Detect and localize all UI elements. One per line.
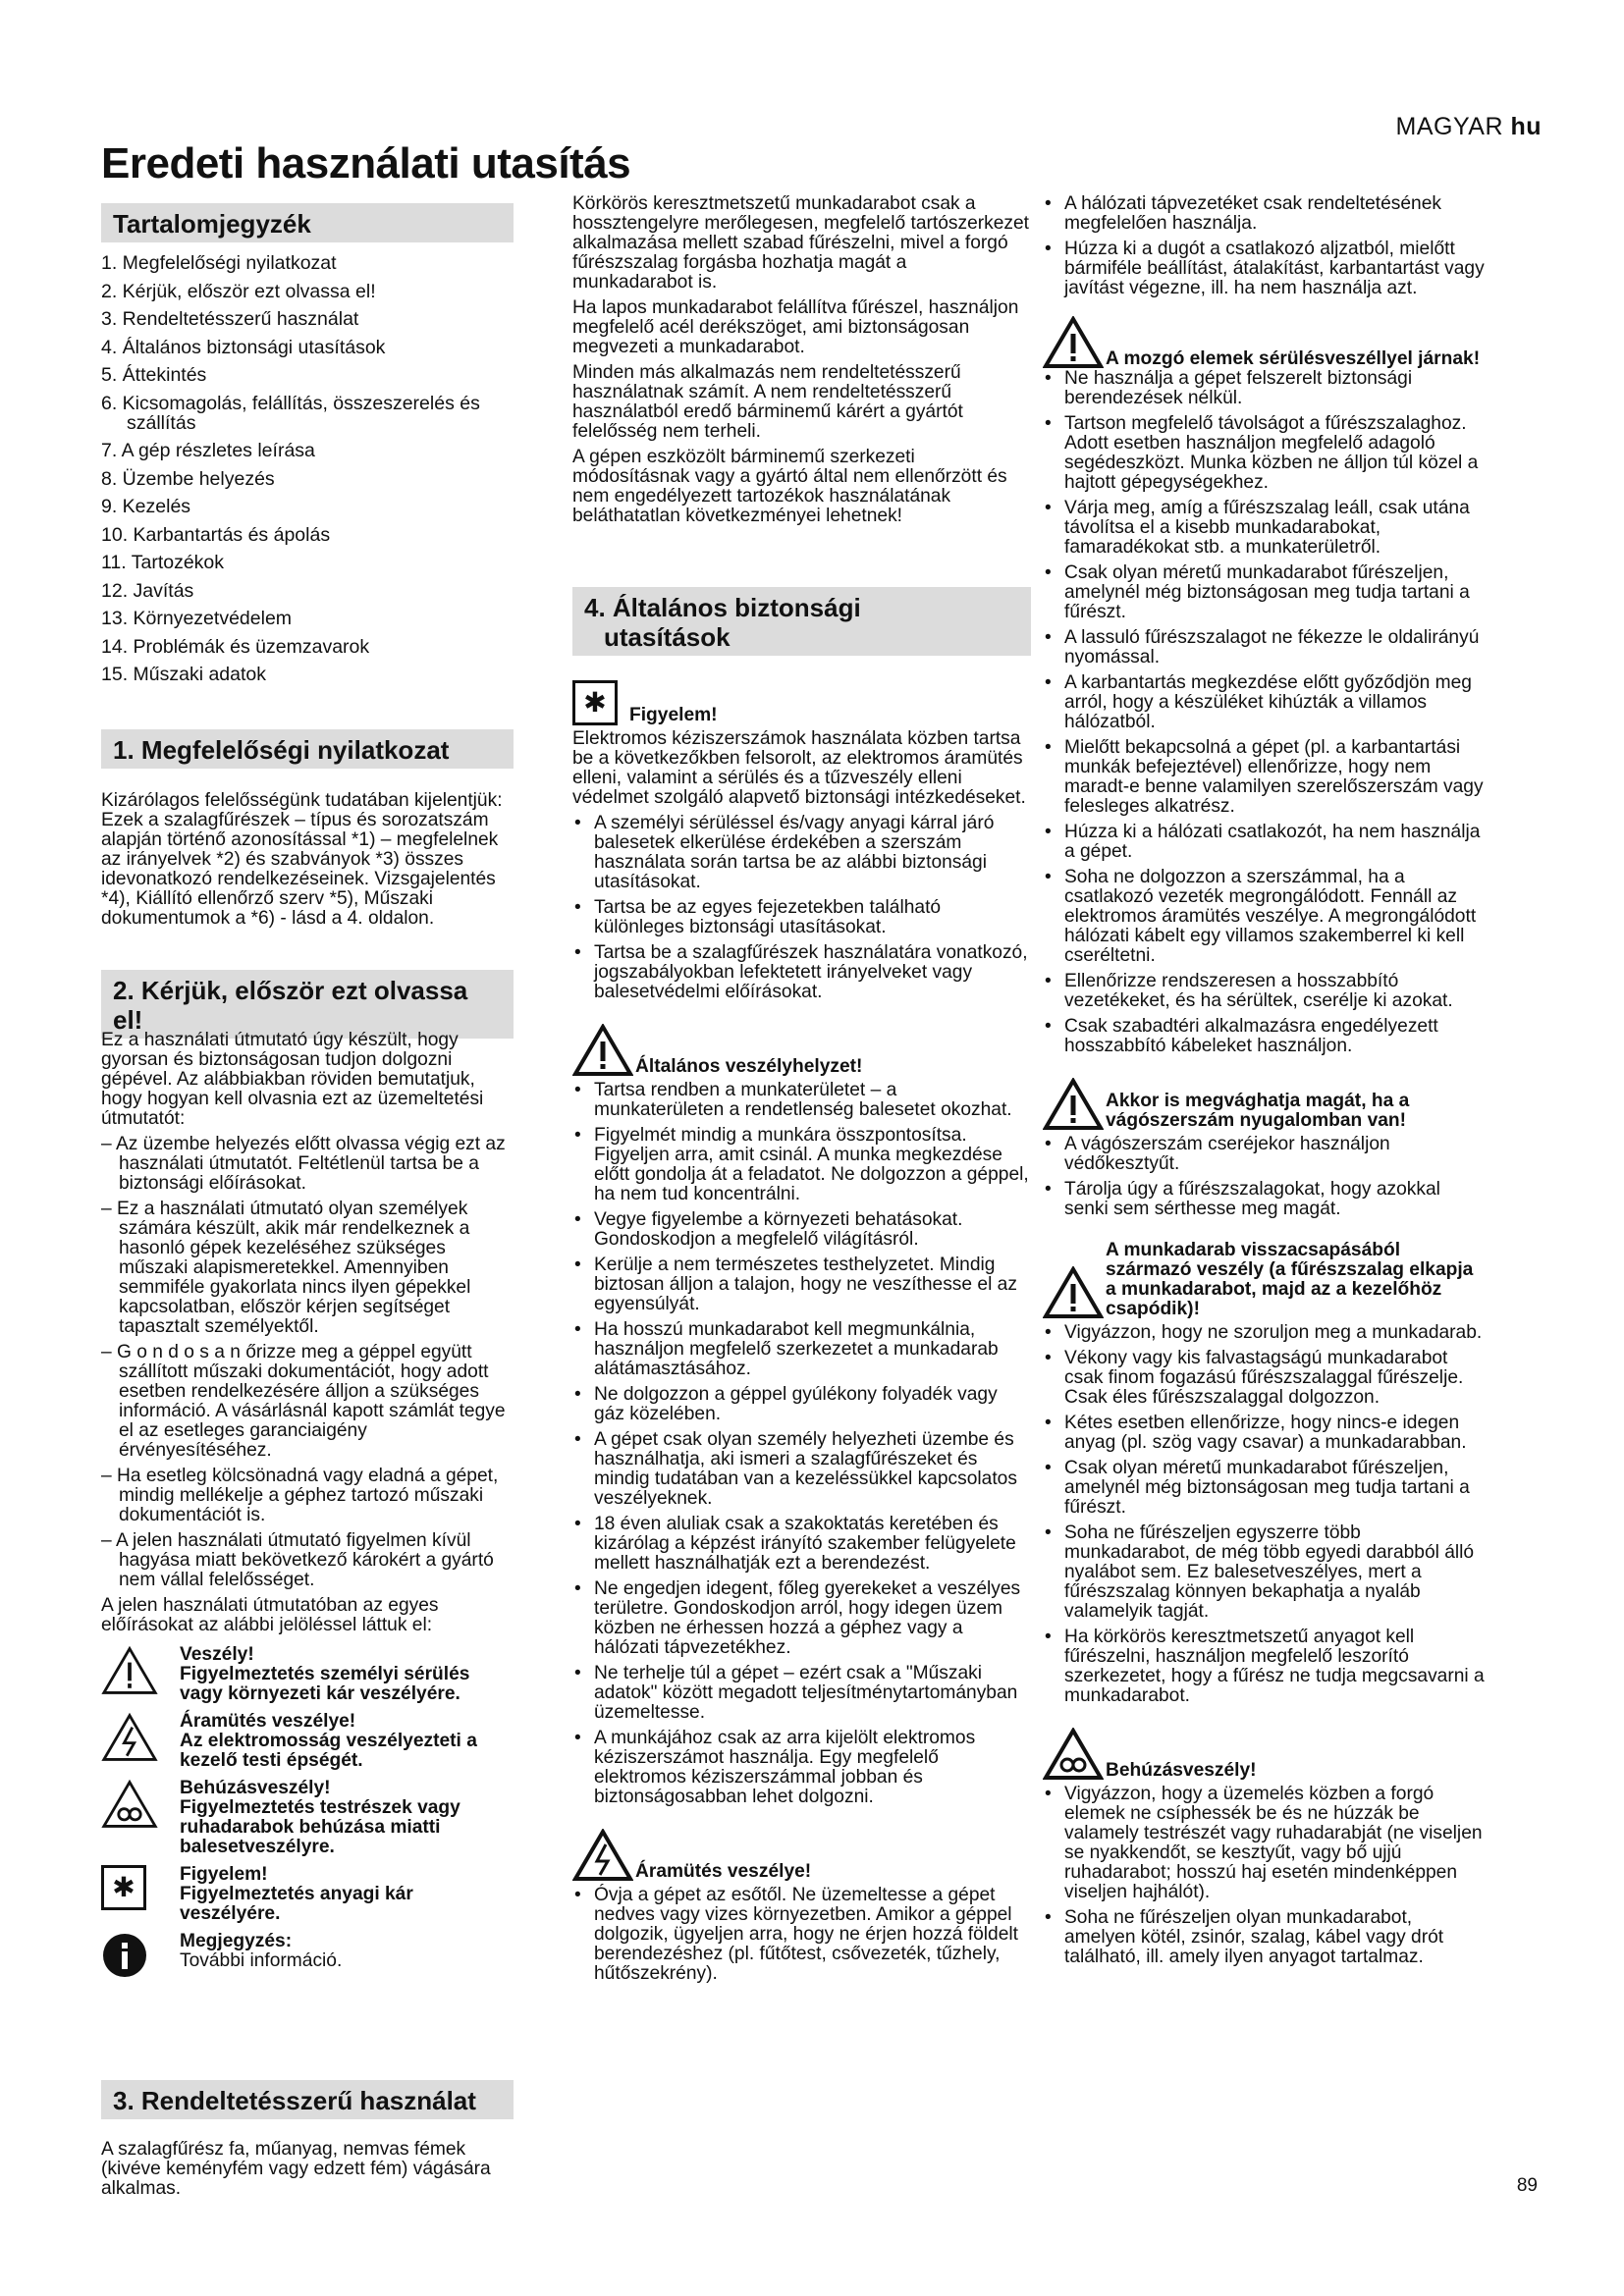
list-item: 4. Általános biztonsági utasítások [101,336,386,358]
figyelem-heading [572,680,1031,725]
list-item: • Kerülje a nem természetes testhelyzetet. Mindig biztosan álljon a talajon, hogy ne veszíthesse el az egyensúlyát. [572,1255,1031,1314]
attention-icon: ✱ [101,1865,162,1924]
legend-item [101,1932,514,1984]
list-item: • 18 éven aluliak csak a szakoktatás keretében és kizárólag a képzést irányító szakember felügyelete mellett használhatják ezt a berendezést. [572,1515,1031,1574]
list-item: 8. Üzembe helyezés [101,467,275,490]
legend-item [101,1779,514,1857]
list-item: • Ne terhelje túl a gépet – ezért csak a "Műszaki adatok" között megadott teljesítménytartományban üzemeltesse. [572,1664,1031,1723]
toc-heading: Tartalomjegyzék [101,203,514,242]
moving-parts-list [1043,369,1485,1056]
list-item: • Ha hosszú munkadarabot kell megmunkálnia, használjon megfelelő szerkezetet a munkadarab alátámasztásához. [572,1320,1031,1379]
list-item: • Soha ne fűrészeljen olyan munkadarabot, amelyen kötél, zsinór, szalag, kábel vagy drót található, ill. amely ilyen anyagot tartalmaz. [1043,1908,1485,1967]
section3-p4: Minden más alkalmazás nem rendeltetésszerű használatnak számít. A nem rendeltetésszerű használatból eredő bárminemű kárért a gyártót felelősség nem terheli. [572,362,963,442]
legend-intro: A jelen használati útmutatóban az egyes előírásokat az alábbi jelöléssel láttuk el: [101,1595,439,1635]
list-item: • A karbantartás megkezdése előtt győződjön meg arról, hogy a készüléket kihúzták a villamos hálózatból. [1043,673,1485,732]
list-item: • Ne dolgozzon a géppel gyúlékony folyadék vagy gáz közelében. [572,1385,1031,1424]
list-item: • Tárolja úgy a fűrészszalagokat, hogy azokkal senki sem sérthesse meg magát. [1043,1180,1485,1219]
shock-list [572,1886,1031,1984]
list-item: • Figyelmét mindig a munkára összpontosítsa. Figyeljen arra, amit csinál. A munka megkezdése előtt gondolja át a feladatot. Ne dolgozzon a géppel, ha nem tud koncentrálni. [572,1126,1031,1204]
dash-item: – Az üzembe helyezés előtt olvassa végig ezt az használati útmutatót. Feltétlenül tartsa be a biztonsági előírásokat. [101,1134,506,1194]
dash-item: – Ha esetleg kölcsönadná vagy eladná a gépet, mindig mellékelje a géphez tartozó műszaki dokumentációt is. [101,1466,499,1525]
legend-text: Figyelmeztetés testrészek vagy ruhadarabok behúzása miatti balesetveszélyre. [180,1797,460,1857]
section4-heading-line2: utasítások [604,622,731,652]
legend-title: Behúzásveszély! [180,1778,331,1798]
list-item: 2. Kérjük, először ezt olvassa el! [101,280,376,302]
legend-text: Figyelmeztetés személyi sérülés vagy környezeti kár veszélyére. [180,1664,470,1704]
legend-title: Figyelem! [180,1864,268,1885]
legend-title: Megjegyzés: [180,1931,293,1951]
section3-heading: 3. Rendeltetésszerű használat [101,2080,514,2119]
section4-heading-line1: 4. Általános biztonsági [584,593,861,622]
list-item: • Csak olyan méretű munkadarabot fűrészeljen, amelynél még biztonságosan meg tudja tartani a fűrészt. [1043,1459,1485,1518]
kickback-title: A munkadarab visszacsapásából származó veszély (a fűrészszalag elkapja a munkadarabot, majd az a kezelőhöz csapódik)! [1106,1240,1474,1319]
moving-parts-heading [1043,316,1485,369]
list-item: • Ne használja a gépet felszerelt biztonsági berendezések nélkül. [1043,369,1485,408]
top-list [1043,194,1485,298]
general-hazard-heading [572,1024,1031,1077]
section1-heading: 1. Megfelelőségi nyilatkozat [101,729,514,769]
list-item: • A munkájához csak az arra kijelölt elektromos kéziszerszámot használja. Egy megfelelő elektromos kéziszerszámmal jobban és biztonságosabban lehet dolgozni. [572,1729,1031,1807]
list-item: • Vigyázzon, hogy ne szoruljon meg a munkadarab. [1043,1323,1485,1343]
list-item: • Tartson megfelelő távolságot a fűrészszalaghoz. Adott esetben használjon megfelelő adagoló segédeszközt. Munka közben ne álljon túl közel a hajtott gépegységekhez. [1043,414,1485,493]
list-item: 5. Áttekintés [101,364,207,386]
attention-icon: ✱ [572,680,618,725]
page-number: 89 [1516,2175,1538,2196]
list-item: • Csak szabadtéri alkalmazásra engedélyezett hosszabbító kábeleket használjon. [1043,1017,1485,1056]
list-item: • Húzza ki a dugót a csatlakozó aljzatból, mielőtt bármiféle beállítást, átalakítást, karbantartást vagy javítást végezne, ill. ha nem használja azt. [1043,240,1485,298]
list-item: • Várja meg, amíg a fűrészszalag leáll, csak utána távolítsa el a kisebb munkadarabokat, famaradékokat stb. a munkaterületről. [1043,499,1485,558]
general-hazard-list [572,1081,1031,1807]
list-item: • Tartsa be a szalagfűrészek használatára vonatkozó, jogszabályokban lefektetett irányelveket vagy balesetvédelmi előírásokat. [572,943,1031,1002]
list-item: 7. A gép részletes leírása [101,440,315,461]
section4-heading [572,587,1031,656]
list-item: 12. Javítás [101,579,194,602]
figyelem-list [572,814,1031,1002]
section3-p2: Körkörös keresztmetszetű munkadarabot csak a hossztengelyre merőlegesen, megfelelő tartószerkezet alkalmazása mellett szabad fűrészelni, mivel a forgó fűrészszalag forgásba hozhatja magát a munkadarabot is. [572,193,1030,293]
list-item: • Ne engedjen idegent, főleg gyerekeket a veszélyes területre. Gondoskodjon arról, hogy idegen üzem közben ne érhessen hozzá a géphez vagy a hálózati tápvezetékhez. [572,1579,1031,1658]
list-item: 1. Megfelelőségi nyilatkozat [101,252,337,274]
list-item: • Csak olyan méretű munkadarabot fűrészeljen, amelynél még biztonságosan meg tudja tartani a fűrészt. [1043,563,1485,622]
legend-text: Az elektromosság veszélyezteti a kezelő testi épségét. [180,1731,477,1771]
list-item: • Tartsa be az egyes fejezetekben található különleges biztonsági utasításokat. [572,898,1031,937]
kickback-heading [1043,1241,1485,1319]
cut-title: Akkor is megvághatja magát, ha a vágószerszám nyugalomban van! [1106,1091,1410,1131]
warning-triangle-icon [1043,1266,1104,1319]
list-item: • Soha ne dolgozzon a szerszámmal, ha a csatlakozó vezeték megrongálódott. Fennáll az elektromos áramütés veszélye. A megrongálódott hálózati kábelt egy villamos szakemberrel ki kell cseréltetni. [1043,868,1485,966]
general-hazard-title: Általános veszélyhelyzet! [635,1056,863,1077]
list-item: • Vegye figyelembe a környezeti behatásokat. Gondoskodjon a megfelelő világításról. [572,1210,1031,1250]
shock-title: Áramütés veszélye! [635,1861,812,1882]
entanglement-list [1043,1785,1485,1967]
legend-item [101,1645,514,1704]
list-item: • Vékony vagy kis falvastagságú munkadarabot csak finom fogazású fűrészszalaggal fűrészelje. Csak éles fűrészszalaggal dolgozzon. [1043,1349,1485,1408]
list-item: 15. Műszaki adatok [101,664,267,685]
toc-list [101,253,514,693]
info-icon [101,1932,162,1984]
list-item: • Ellenőrizze rendszeresen a hosszabbító vezetékeket, és ha sérültek, cserélje ki azokat. [1043,972,1485,1011]
page-title: Eredeti használati utasítás [101,139,631,187]
dash-item: – Ez a használati útmutató olyan személyek számára készült, akik már rendelkeznek a hasonló gépek kezeléséhez szükséges műszaki alapismeretekkel. Amennyiben semmiféle gyakorlata nincs ilyen gépekkel kapcsolatban, először kérjen segítséget tapasztalt személyektől. [101,1199,471,1337]
list-item: • A hálózati tápvezetéket csak rendeltetésének megfelelően használja. [1043,194,1485,234]
list-item: 14. Problémák és üzemzavarok [101,635,370,658]
list-item: • Soha ne fűrészeljen egyszerre több munkadarabot, de még több egyedi darabból álló nyalábot sem. Ez balesetveszélyes, mert a fűrészszalag könnyen bekaphatja a nyaláb valamelyik tagját. [1043,1523,1485,1622]
list-item: 11. Tartozékok [101,552,225,573]
legend-text: További információ. [180,1950,343,1971]
list-item: • A személyi sérüléssel és/vagy anyagi kárral járó balesetek elkerülése érdekében a szerszám használata során tartsa be az alábbi biztonsági utasításokat. [572,814,1031,892]
list-item: • Kétes esetben ellenőrizze, hogy nincs-e idegen anyag (pl. szög vagy csavar) a munkadarabban. [1043,1414,1485,1453]
list-item: 10. Karbantartás és ápolás [101,523,331,546]
warning-triangle-icon [101,1645,162,1704]
list-item: 3. Rendeltetésszerű használat [101,308,359,330]
list-item: • Húzza ki a hálózati csatlakozót, ha nem használja a gépet. [1043,823,1485,862]
section1-text: Kizárólagos felelősségünk tudatában kijelentjük: Ezek a szalagfűrészek – típus és sorozatszám alapján történő azonosítással *1) – megfelelnek az irányelvek *2) és szabványok *3) összes idevonatkozó rendelkezéseinek. Vizsgajelentés *4), Kiállító ellenőrző szerv *5), Műszaki dokumentumok a *6) - lásd a 4. oldalon. [101,790,503,929]
section3-p5: A gépen eszközölt bárminemű szerkezeti módosításnak vagy a gyártó által nem ellenőrzött és nem engedélyezett tartozékok használatának beláthatatlan következményei lehetnek! [572,447,1007,526]
entanglement-heading [1043,1728,1485,1781]
list-item: 13. Környezetvédelem [101,608,293,629]
list-item: • Ha körkörös keresztmetszetű anyagot kell fűrészelni, használjon megfelelő leszorító szerkezetet, hogy a fűrész ne tudja megcsavarni a munkadarabot. [1043,1628,1485,1706]
entanglement-icon [101,1779,162,1857]
list-item: • A gépet csak olyan személy helyezheti üzembe és használhatja, aki ismeri a szalagfűrészeket és mindig tudatában van a kezeléssükkel kapcsolatos veszélyeknek. [572,1430,1031,1509]
cut-heading [1043,1078,1485,1131]
entanglement-icon [1043,1728,1104,1781]
list-item: • Tartsa rendben a munkaterületet – a munkaterületen a rendetlenség balesetet okozhat. [572,1081,1031,1120]
list-item: • Mielőtt bekapcsolná a gépet (pl. a karbantartási munkák befejeztével) ellenőrizze, hogy nem maradt-e benne valamilyen szerelőszerszám vagy felesleges alkatrész. [1043,738,1485,817]
legend-item [101,1865,514,1924]
list-item: • A lassuló fűrészszalagot ne fékezze le oldalirányú nyomással. [1043,628,1485,667]
list-item: • Óvja a gépet az esőtől. Ne üzemeltesse a gépet nedves vagy vizes környezetben. Amikor a géppel dolgozik, ügyeljen arra, hogy ne érjen hozzá földelt berendezéshez (pl. fűtőtest, csővezeték, tűzhely, hűtőszekrény). [572,1886,1031,1984]
list-item: 6. Kicsomagolás, felállítás, összeszerelés és szállítás [101,392,480,434]
warning-triangle-icon [572,1024,633,1077]
figyelem-text: Elektromos kéziszerszámok használata közben tartsa be a következőkben felsorolt, az elektromos áramütés elleni, valamint a sérülés és a tűzveszély elleni védelmet szolgáló alapvető biztonsági intézkedéseket. [572,728,1026,808]
electric-shock-icon [101,1712,162,1771]
section2-intro: Ez a használati útmutató úgy készült, hogy gyorsan és biztonságosan tudjon dolgozni gépével. Az alábbiakban röviden bemutatjuk, hogy hogyan kell olvasnia ezt az üzemeltetési útmutatót: [101,1030,484,1129]
electric-shock-icon [572,1829,633,1882]
moving-parts-title: A mozgó elemek sérülésveszéllyel járnak! [1106,348,1481,369]
list-item: • Vigyázzon, hogy a üzemelés közben a forgó elemek ne csíphessék be és ne húzzák be valamely testrészét vagy ruhadarabját (ne viseljen se nyakkendőt, se kesztyűt, vagy bő ujjú ruhadarabot; hosszú haj esetén mindenképpen viseljen hajhálót). [1043,1785,1485,1902]
list-item: 9. Kezelés [101,496,191,517]
figyelem-title: Figyelem! [629,705,718,725]
section3-p1: A szalagfűrész fa, műanyag, nemvas fémek (kivéve keményfém vagy edzett fém) vágására alkalmas. [101,2139,491,2199]
section3-p3: Ha lapos munkadarabot felállítva fűrészel, használjon megfelelő acél derékszöget, ami biztonságosan megvezeti a munkadarabot. [572,297,1019,357]
entanglement-title: Behúzásveszély! [1106,1760,1257,1781]
dash-item: – G o n d o s a n őrizze meg a géppel együtt szállított műszaki dokumentációt, hogy adott esetben rendelkezésére álljon a szükséges információ. A vásárlásnál kapott számlát tegye el az esetleges garanciaigény érvényesítéséhez. [101,1342,506,1461]
legend-item [101,1712,514,1771]
legend-text: Figyelmeztetés anyagi kár veszélyére. [180,1884,413,1924]
kickback-list [1043,1323,1485,1706]
warning-triangle-icon [1043,1078,1104,1131]
legend-title: Veszély! [180,1644,254,1665]
dash-item: – A jelen használati útmutató figyelmen kívül hagyása miatt bekövetkező károkért a gyártó nem vállal felelősséget. [101,1530,494,1590]
list-item: • A vágószerszám cseréjekor használjon védőkesztyűt. [1043,1135,1485,1174]
language-label: MAGYAR hu [1395,113,1542,140]
cut-list [1043,1135,1485,1219]
section2-heading: 2. Kérjük, először ezt olvassa el! [101,970,514,1039]
shock-heading [572,1829,1031,1882]
warning-triangle-icon [1043,316,1104,369]
legend-title: Áramütés veszélye! [180,1711,356,1732]
